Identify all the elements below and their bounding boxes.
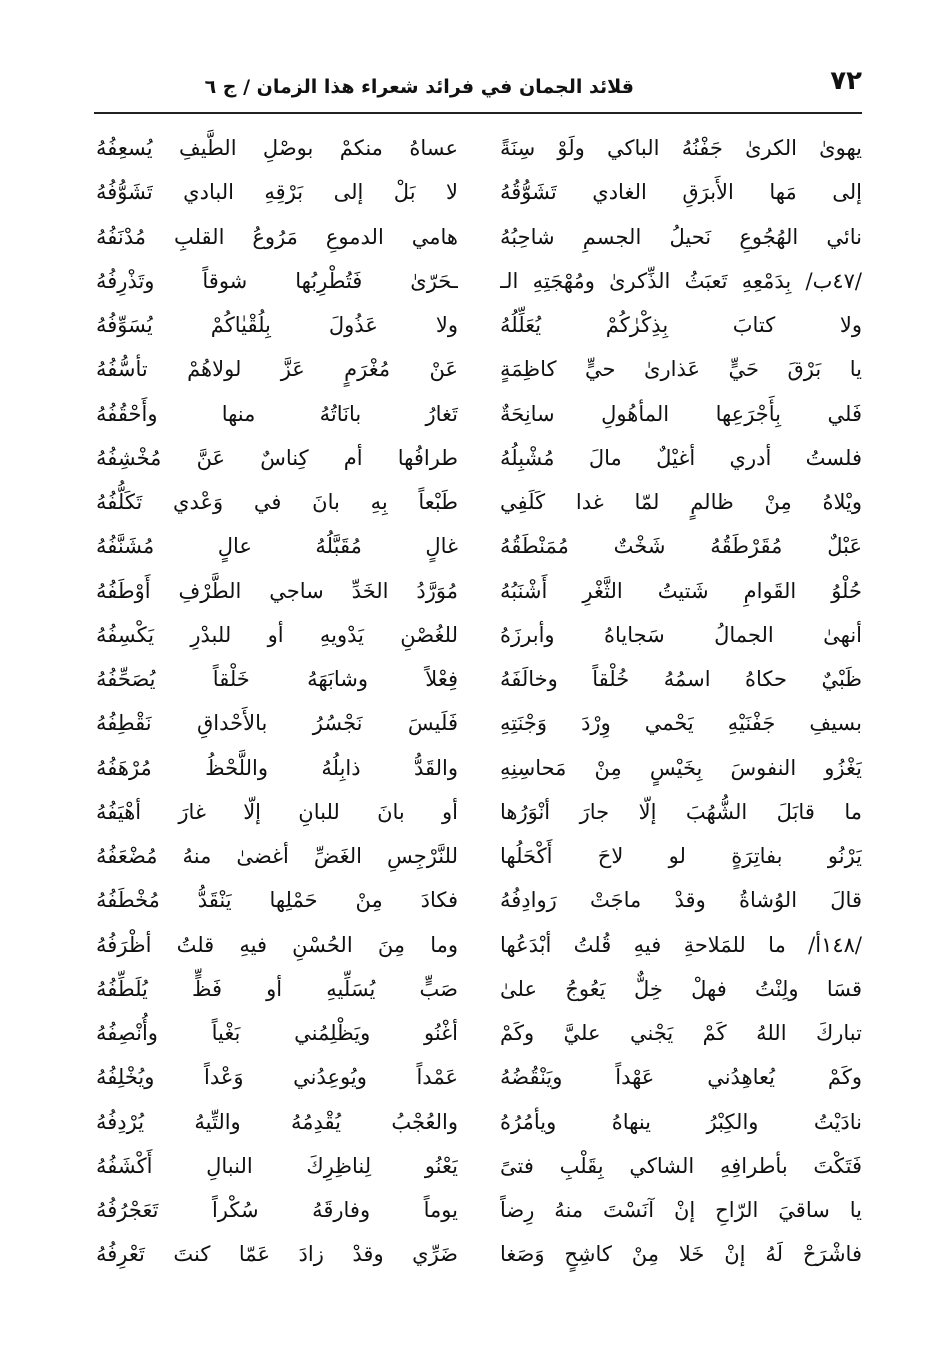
- verse-first-hemistich: يا ساقيَ الرّاحِ إنْ آنَسْتَ منهُ رِضاً: [500, 1198, 862, 1222]
- verse-first-hemistich: أنهىٰ الجمالُ سَجاياهُ وأبرزَهُ: [500, 622, 862, 647]
- verse-second-hemistich: عَمْداً ويُوعِدُني وَعْداً ويُخْلِفُهُ: [96, 1065, 458, 1090]
- verse-second-hemistich: فِعْلاً وشابَهَهُ خَلْقاً يُصَحِّفُهُ: [96, 667, 458, 691]
- verse-first-hemistich: ويْلاهُ مِنْ ظالمٍ لمّا غدا كَلَفِي: [500, 490, 862, 514]
- verse-second-hemistich: فَلَيسَ نَجْسُرُ بالأَحْداقِ نَقْطِفُهُ: [96, 711, 458, 736]
- verse-second-hemistich: ـحَرّىٰ فَتُطْرِبُها شوقاً وتَذْرِفُهُ: [96, 268, 458, 293]
- verse-second-hemistich: فكادَ مِنْ حَمْلِها يَنْقَدُّ مُخْطَفُهُ: [96, 888, 458, 913]
- verse-first-hemistich: /١٤٨أ/ ما للمَلاحةِ فيهِ قُلتُ أبْدَعُها: [500, 932, 862, 957]
- verse-second-hemistich: للغُصْنِ يَدْويهِ أو للبدْرِ يَكْسِفُهُ: [96, 622, 458, 647]
- verse-second-hemistich: أغْنُو ويَظْلِمُني بَغْياً وأُنْصِفُهُ: [96, 1021, 458, 1045]
- verse-second-hemistich: مُوَرَّدُ الخَدِّ ساجي الطَّرْفِ أَوْطَفُهُ: [96, 578, 458, 603]
- verse-first-hemistich: قسَا ولِنْتُ فهلْ خِلٌّ يَعُوجُ علىٰ: [500, 976, 862, 1001]
- verse-first-hemistich: فلستُ أدري أغيْلٌ مالَ مُشْبِلُهُ: [500, 445, 862, 470]
- verse-first-hemistich: فاشْرَحْ لَهُ إنْ خَلا مِنْ كاشِحٍ وَصَغا: [500, 1242, 862, 1267]
- poem-body: [96, 126, 862, 1326]
- page-number: ٧٢: [830, 66, 862, 96]
- verse-first-hemistich: فَلي بِأَجْرَعِها المأهُولِ سانِحَةٌ: [500, 401, 862, 426]
- verse-second-hemistich: للنَّرْجِسِ الغَضِّ أغضىٰ منهُ مُضْعَفُهُ: [96, 844, 458, 868]
- verse-first-hemistich: حُلْوُ القَوامِ شَتيتُ الثَّغْرِ أَشْنَبُهُ: [500, 578, 862, 603]
- verse-second-hemistich: والعُجْبُ يُقْدِمُهُ والتِّيهُ يُرْدِفُهُ: [96, 1109, 458, 1134]
- verse-second-hemistich: والقَدُّ ذابِلُهُ واللَّحْظُ مُرْهَفُهُ: [96, 755, 458, 780]
- verse-second-hemistich: يوماً وفارقَهُ سُكْراً تَعَجْرُفُهُ: [96, 1198, 458, 1222]
- verse-second-hemistich: عَنْ مُغْرَمٍ عَزَّ لولاهُمْ تأسُّفُهُ: [96, 357, 458, 382]
- verse-first-hemistich: إلى مَها الأَبرَقِ الغادي تَشَوُّقُهُ: [500, 180, 862, 205]
- verse-second-hemistich: ولا عَذُولَ بِلُقْيٰاكُمْ يُسَوِّفُهُ: [96, 313, 458, 337]
- verse-first-hemistich: يَرْنُو بفاتِرَةٍ لو لاحَ أَكْحَلُها: [500, 844, 862, 868]
- verse-second-hemistich: تَغارُ بانَاتُهُ منها وأَحْقُفُهُ: [96, 401, 458, 426]
- running-title: قلائد الجمان في فرائد شعراء هذا الزمان / ج ٦: [204, 76, 634, 98]
- verse-first-hemistich: ولا كتابَ بِذِكْرٰكُمْ يُعَلِّلُهُ: [500, 313, 862, 337]
- verse-first-hemistich: يا بَرْقَ حَيٍّ عَذارىٰ حيٍّ كاظِمَةٍ: [500, 357, 862, 382]
- verse-first-hemistich: عَبْلٌ مُقَرْطَقُهُ شَخْتٌ مُمَنْطَقُهُ: [500, 534, 862, 559]
- verse-first-hemistich: نادَيْتُ والكِبْرُ ينهاهُ ويأمُرُهُ: [500, 1109, 862, 1134]
- verse-first-hemistich: بسيفِ جَفْنَيْهِ يَحْمي وِرْدَ وَجْنَتِهِ: [500, 711, 862, 736]
- verse-second-hemistich: أو بانَ للبانِ إلّا غارَ أهْيَفُهُ: [96, 799, 458, 824]
- verse-second-hemistich: يَعْنُو لِناظِرِكَ النبالِ أَكْشَفُهُ: [96, 1153, 458, 1178]
- poem-left-column: [96, 126, 458, 1277]
- verse-first-hemistich: ما قابَلَ الشُّهُبَ إلّا جارَ أنْوَرُها: [500, 799, 862, 824]
- verse-second-hemistich: هامي الدموعِ مَرُوعُ القلبِ مُدْنَفُهُ: [96, 224, 458, 249]
- verse-second-hemistich: عساهُ منكمْ بوصْلِ الطَّيفِ يُسعِفُهُ: [96, 136, 458, 160]
- verse-first-hemistich: قالَ الوُشاةُ وقدْ ماجَتْ رَوادِفُهُ: [500, 888, 862, 913]
- verse-first-hemistich: /٤٧ب/ بِدَمْعِهِ تَعبَثُ الذِّكرىٰ ومُهْجَتِهِ الـ: [500, 268, 862, 293]
- running-header: [94, 62, 862, 114]
- verse-second-hemistich: وما مِنَ الحُسْنِ فيهِ قلتُ أظْرَفُهُ: [96, 932, 458, 957]
- verse-second-hemistich: غالٍ مُقَبَّلُهُ عالٍ مُشَنَّفُهُ: [96, 534, 458, 559]
- verse-second-hemistich: طرافُها أم كِناسٌ عَنَّ مُخْشِفُهُ: [96, 445, 458, 470]
- poem-right-column: [500, 126, 862, 1277]
- verse-first-hemistich: تباركَ اللهُ كَمْ يَجْني عليَّ وكَمْ: [500, 1021, 862, 1045]
- verse-second-hemistich: صَبٍّ يُسَلِّيهِ أو فَظٍّ يُلَطِّفُهُ: [96, 976, 458, 1001]
- verse-second-hemistich: ضَرِّي وقدْ زادَ عَمّا كنتَ تَعْرِفُهُ: [96, 1242, 458, 1267]
- verse-first-hemistich: يَغْزُو النفوسَ بِخَيْسٍ مِنْ مَحاسِنِهِ: [500, 755, 862, 780]
- verse-first-hemistich: يهوىٰ الكرىٰ جَفْنُهُ الباكي ولَوْ سِنَةً: [500, 136, 862, 160]
- verse-first-hemistich: نائي الهُجُوعِ نَحيلُ الجسمِ شاحِبُهُ: [500, 224, 862, 249]
- verse-first-hemistich: فَتَكْتَ بأطرافِهِ الشاكي بِقَلْبِ فتىً: [500, 1153, 862, 1178]
- verse-first-hemistich: وكَمْ يُعاهِدُني عَهْداً ويَنْقُضُهُ: [500, 1065, 862, 1090]
- verse-first-hemistich: ظَبْيٌ حكاهُ اسمُهُ خُلْقاً وخالَفَهُ: [500, 667, 862, 691]
- verse-second-hemistich: طَبْعاً بِهِ بانَ في وَعْدي تَكَلُّفُهُ: [96, 490, 458, 514]
- verse-second-hemistich: لا بَلْ إلى بَرْقِهِ البادي تَشَوُّفُهُ: [96, 180, 458, 205]
